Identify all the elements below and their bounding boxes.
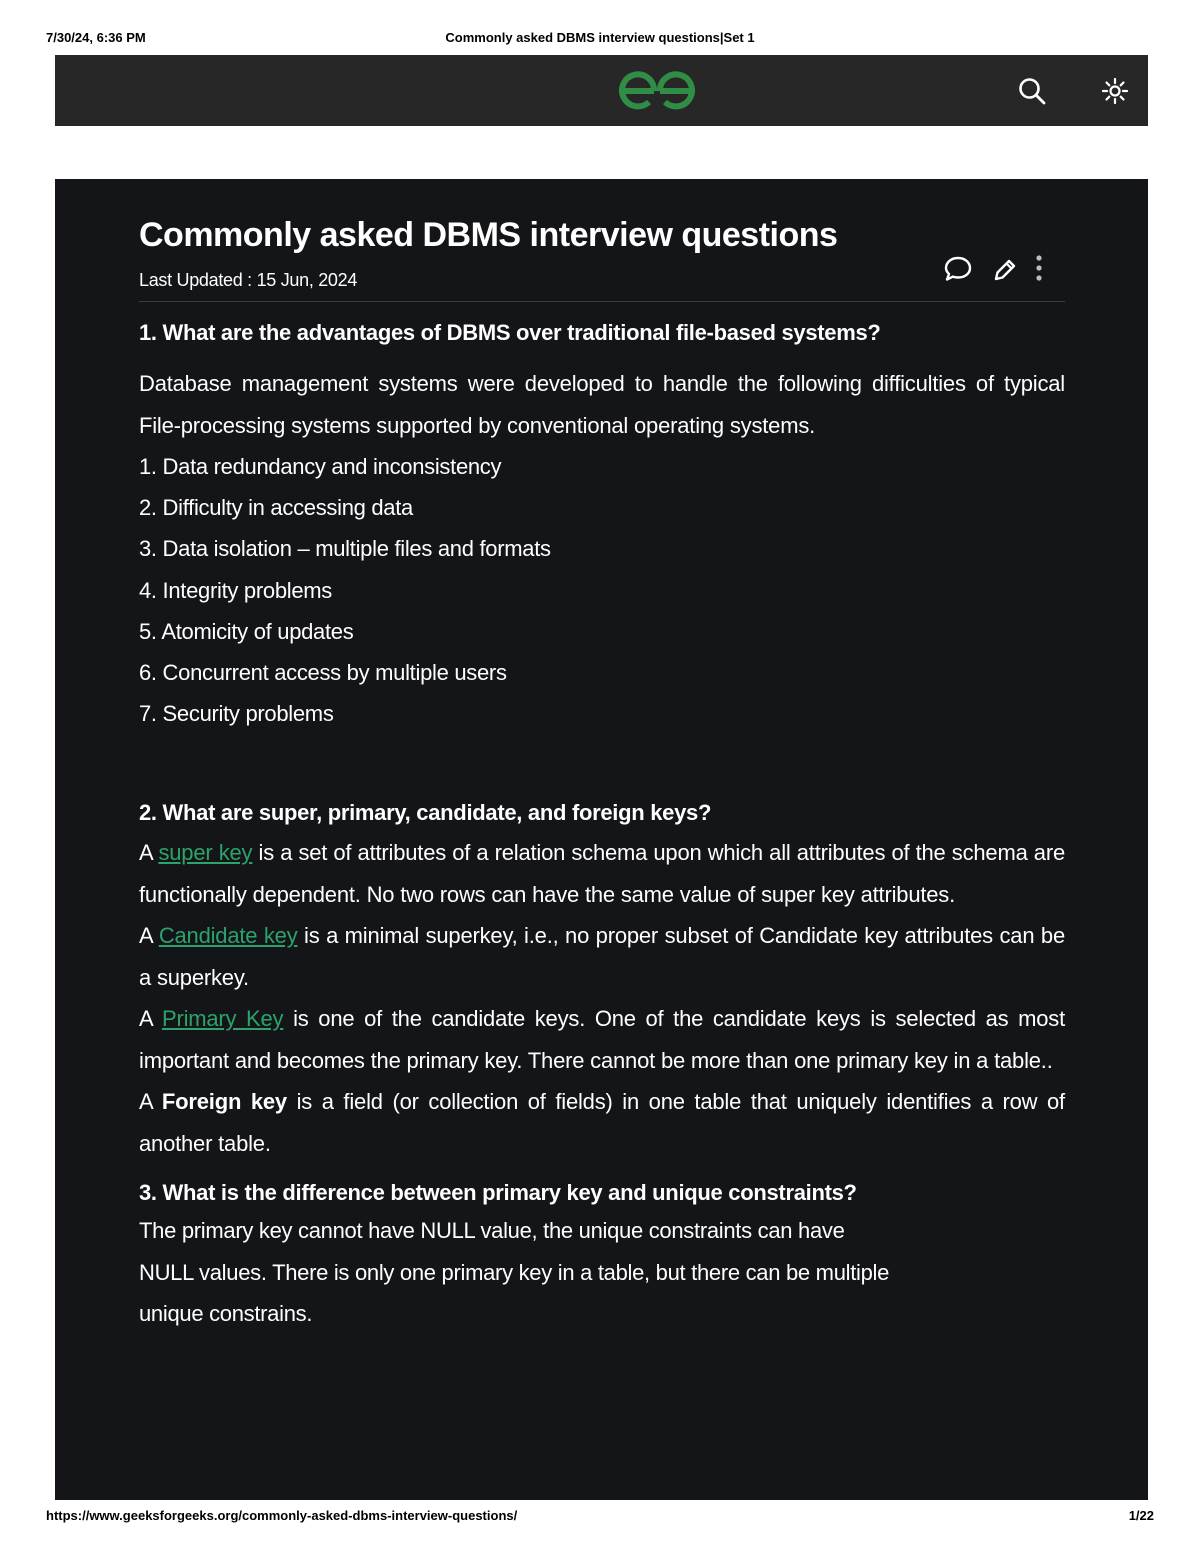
super-key-paragraph [139,832,1065,915]
primary-key-paragraph [139,998,1065,1081]
text: is one of the candidate keys. One of the candidate keys is selected as most important and becomes the primary key. There cannot be more than one primary key in a table.. [139,1006,1065,1073]
primary-key-link[interactable]: Primary Key [161,1006,284,1032]
print-header [46,30,1154,50]
q1-intro: Database management systems were developed to handle the following difficulties of typical File-processing systems supported by conventional operating systems. [139,371,1065,438]
geeksforgeeks-logo-icon[interactable] [616,71,698,111]
foreign-key-term: Foreign key [161,1089,287,1115]
text: A [139,923,159,949]
candidate-key-link[interactable]: Candidate key [158,923,298,949]
print-date: 7/30/24, 6:36 PM [46,30,146,45]
candidate-key-paragraph [139,915,1065,998]
list-item: 4. Integrity problems [139,577,333,603]
page-number: 1/22 [1128,1508,1154,1523]
list-item: 2. Difficulty in accessing data [139,495,413,521]
list-item: 5. Atomicity of updates [139,618,354,644]
list-item: 7. Security problems [139,701,334,727]
list-item: 1. Data redundancy and inconsistency [139,454,502,479]
question-2: 2. What are super, primary, candidate, and foreign keys? [139,800,712,826]
text: A [139,840,159,866]
text: is a minimal superkey, i.e., no proper subset of Candidate key attributes can be a superkey. [139,923,1065,990]
list-item: 6. Concurrent access by multiple users [139,660,507,686]
site-header [55,55,1148,126]
question-3: 3. What is the difference between primary key and unique constraints? [139,1180,857,1206]
question-1: 1. What are the advantages of DBMS over traditional file-based systems? [139,320,881,345]
q3-line: The primary key cannot have NULL value, the unique constraints can have [139,1218,845,1244]
article-body [139,213,1065,1335]
print-url: https://www.geeksforgeeks.org/commonly-asked-dbms-interview-questions/ [46,1508,518,1523]
article-title: Commonly asked DBMS interview questions [139,216,838,254]
title-divider [139,301,1065,302]
print-footer [46,1508,1154,1528]
text: is a field (or collection of fields) in one table that uniquely identifies a row of another table. [139,1089,1065,1156]
search-icon[interactable] [1017,76,1047,106]
q3-line: unique constrains. [139,1301,313,1327]
list-item: 3. Data isolation – multiple files and formats [139,536,551,562]
foreign-key-paragraph [139,1081,1065,1164]
super-key-link[interactable]: super key [158,840,253,866]
article [55,179,1148,1500]
last-updated: Last Updated : 15 Jun, 2024 [139,270,358,290]
text: A [139,1089,162,1115]
text: A [139,1006,162,1032]
sun-icon[interactable] [1100,76,1130,106]
q3-line: NULL values. There is only one primary key in a table, but there can be multiple [139,1259,890,1285]
text: is a set of attributes of a relation schema upon which all attributes of the schema are functionally dependent. No two rows can have the same value of super key attributes. [139,840,1065,907]
q1-list [139,446,1065,734]
print-title: Commonly asked DBMS interview questions|Set 1 [445,30,755,45]
